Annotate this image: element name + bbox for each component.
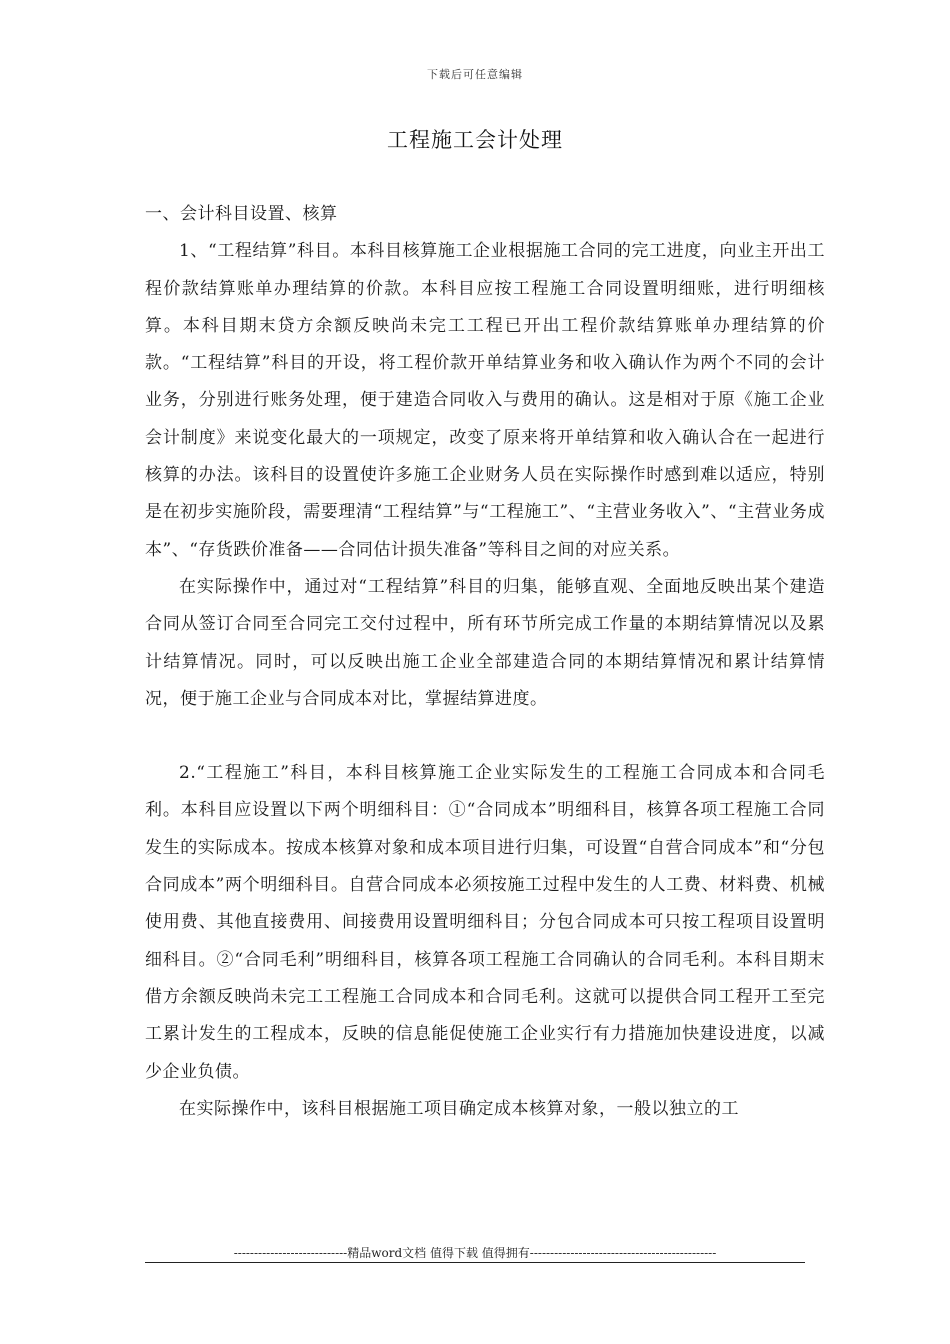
paragraph-4: 在实际操作中，该科目根据施工项目确定成本核算对象，一般以独立的工 (179, 1098, 739, 1119)
section-spacer (145, 718, 825, 755)
document-body (145, 196, 825, 1128)
document-title: 工程施工会计处理 (387, 128, 563, 152)
paragraph-3: 2.“工程施工”科目，本科目核算施工企业实际发生的工程施工合同成本和合同毛利。本科目应设置以下两个明细科目：①“合同成本”明细科目，核算各项工程施工合同发生的实际成本。按成本核算对象和成本项目进行归集，可设置“自营合同成本”和“分包合同成本”两个明细科目。自营合同成本必须按施工过程中发生的人工费、材料费、机械使用费、其他直接费用、间接费用设置明细科目；分包合同成本可只按工程项目设置明细科目。②“合同毛利”明细科目，核算各项工程施工合同确认的合同毛利。本科目期末借方余额反映尚未完工工程施工合同成本和合同毛利。这就可以提供合同工程开工至完工累计发生的工程成本，反映的信息能促使施工企业实行有力措施加快建设进度，以减少企业负债。 (145, 763, 825, 1082)
footer-divider (145, 1262, 805, 1263)
paragraph-1: 1、“工程结算”科目。本科目核算施工企业根据施工合同的完工进度，向业主开出工程价款结算账单办理结算的价款。本科目应按工程施工合同设置明细账，进行明细核算。本科目期末贷方余额反映尚未完工工程已开出工程价款结算账单办理结算的价款。“工程结算”科目的开设，将工程价款开单结算业务和收入确认作为两个不同的会计业务，分别进行账务处理，便于建造合同收入与费用的确认。这是相对于原《施工企业会计制度》来说变化最大的一项规定，改变了原来将开单结算和收入确认合在一起进行核算的办法。该科目的设置使许多施工企业财务人员在实际操作时感到难以适应，特别是在初步实施阶段，需要理清“工程结算”与“工程施工”、“主营业务收入”、“主营业务成本”、“存货跌价准备——合同估计损失准备”等科目之间的对应关系。 (145, 241, 825, 560)
footer-note: ----------------------------精品word文档 值得下载 值得拥有---------------------------------------------- (233, 1246, 717, 1260)
section-heading: 一、会计科目设置、核算 (145, 204, 338, 224)
header-note: 下载后可任意编辑 (427, 68, 523, 81)
paragraph-2: 在实际操作中，通过对“工程结算”科目的归集，能够直观、全面地反映出某个建造合同从签订合同至合同完工交付过程中，所有环节所完成工作量的本期结算情况以及累计结算情况。同时，可以反映出施工企业全部建造合同的本期结算情况和累计结算情况，便于施工企业与合同成本对比，掌握结算进度。 (145, 576, 825, 709)
